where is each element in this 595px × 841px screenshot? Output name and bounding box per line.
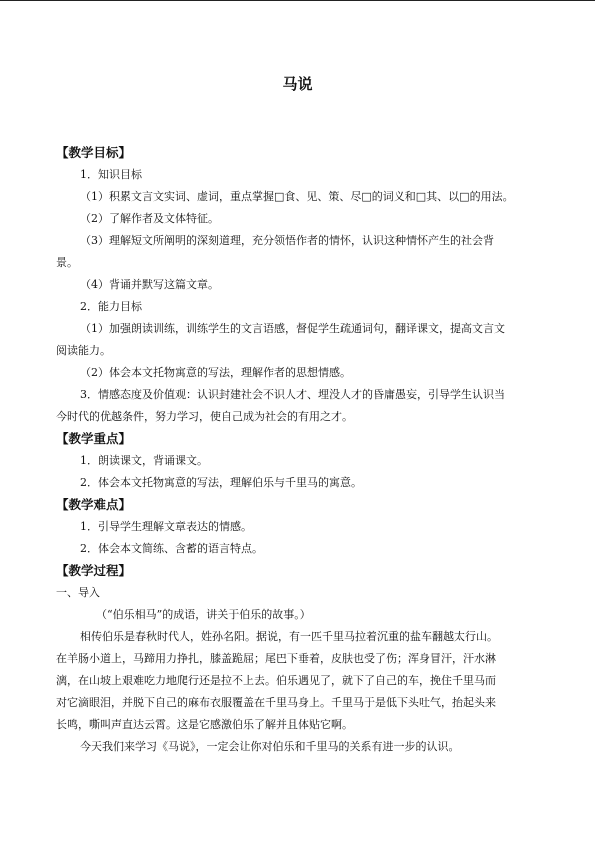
section-heading-goals: 【教学目标】 [56,145,132,160]
text-line: （1）积累文言文实词、虚词，重点掌握□食、见、策、尽□的词义和□其、以□的用法。 [80,190,514,203]
text-line: （4）背诵并默写这篇文章。 [80,278,219,291]
text-line: 景。 [56,256,78,269]
text-line: （“伯乐相马”的成语，讲关于伯乐的故事。） [96,608,311,621]
text-line: 今天我们来学习《马说》，一定会让你对伯乐和千里马的关系有进一步的认识。 [80,740,460,753]
section-heading-difficulties: 【教学难点】 [56,497,132,512]
text-line: 长鸣，嘶叫声直达云霄。这是它感激伯乐了解并且体贴它啊。 [56,718,353,731]
text-line: 1．引导学生理解文章表达的情感。 [80,520,252,533]
text-line: （2）了解作者及文体特征。 [80,212,219,225]
text-line: 3．情感态度及价值观：认识封建社会不识人才、埋没人才的昏庸愚妄，引导学生认识当 [80,388,505,401]
text-line: 相传伯乐是春秋时代人，姓孙名阳。据说，有一匹千里马拉着沉重的盐车翻越太行山。 [80,630,498,643]
text-line: 1．知识目标 [80,168,142,181]
text-line: 一、导入 [56,586,100,599]
text-line: 对它滴眼泪，并脱下自己的麻布衣服覆盖在千里马身上。千里马于是低下头吐气，抬起头来 [56,696,496,709]
text-line: 2．体会本文简练、含蓄的语言特点。 [80,542,263,555]
text-line: 今时代的优越条件，努力学习，使自己成为社会的有用之才。 [56,410,353,423]
text-line: （3）理解短文所阐明的深刻道理，充分领悟作者的情怀，认识这种情怀产生的社会背 [80,234,494,247]
text-line: 1．朗读课文，背诵课文。 [80,454,208,467]
text-line: （1）加强朗读训练，训练学生的文言语感，督促学生疏通词句，翻译课文，提高文言文 [80,322,505,335]
text-line: （2）体会本文托物寓意的写法，理解作者的思想情感。 [80,366,351,379]
top-rule [0,0,595,1]
section-heading-key-points: 【教学重点】 [56,431,132,446]
text-line: 阅读能力。 [56,344,111,357]
text-line: 漓，在山坡上艰难吃力地爬行还是拉不上去。伯乐遇见了，就下了自己的车，挽住千里马而 [56,674,496,687]
section-heading-process: 【教学过程】 [56,563,132,578]
text-line: 在羊肠小道上，马蹄用力挣扎，膝盖跪屈；尾巴下垂着，皮肤也受了伤；浑身冒汗，汗水淋 [56,652,496,665]
page-title: 马说 [282,75,313,93]
text-line: 2．体会本文托物寓意的写法，理解伯乐与千里马的寓意。 [80,476,362,489]
text-line: 2．能力目标 [80,300,142,313]
